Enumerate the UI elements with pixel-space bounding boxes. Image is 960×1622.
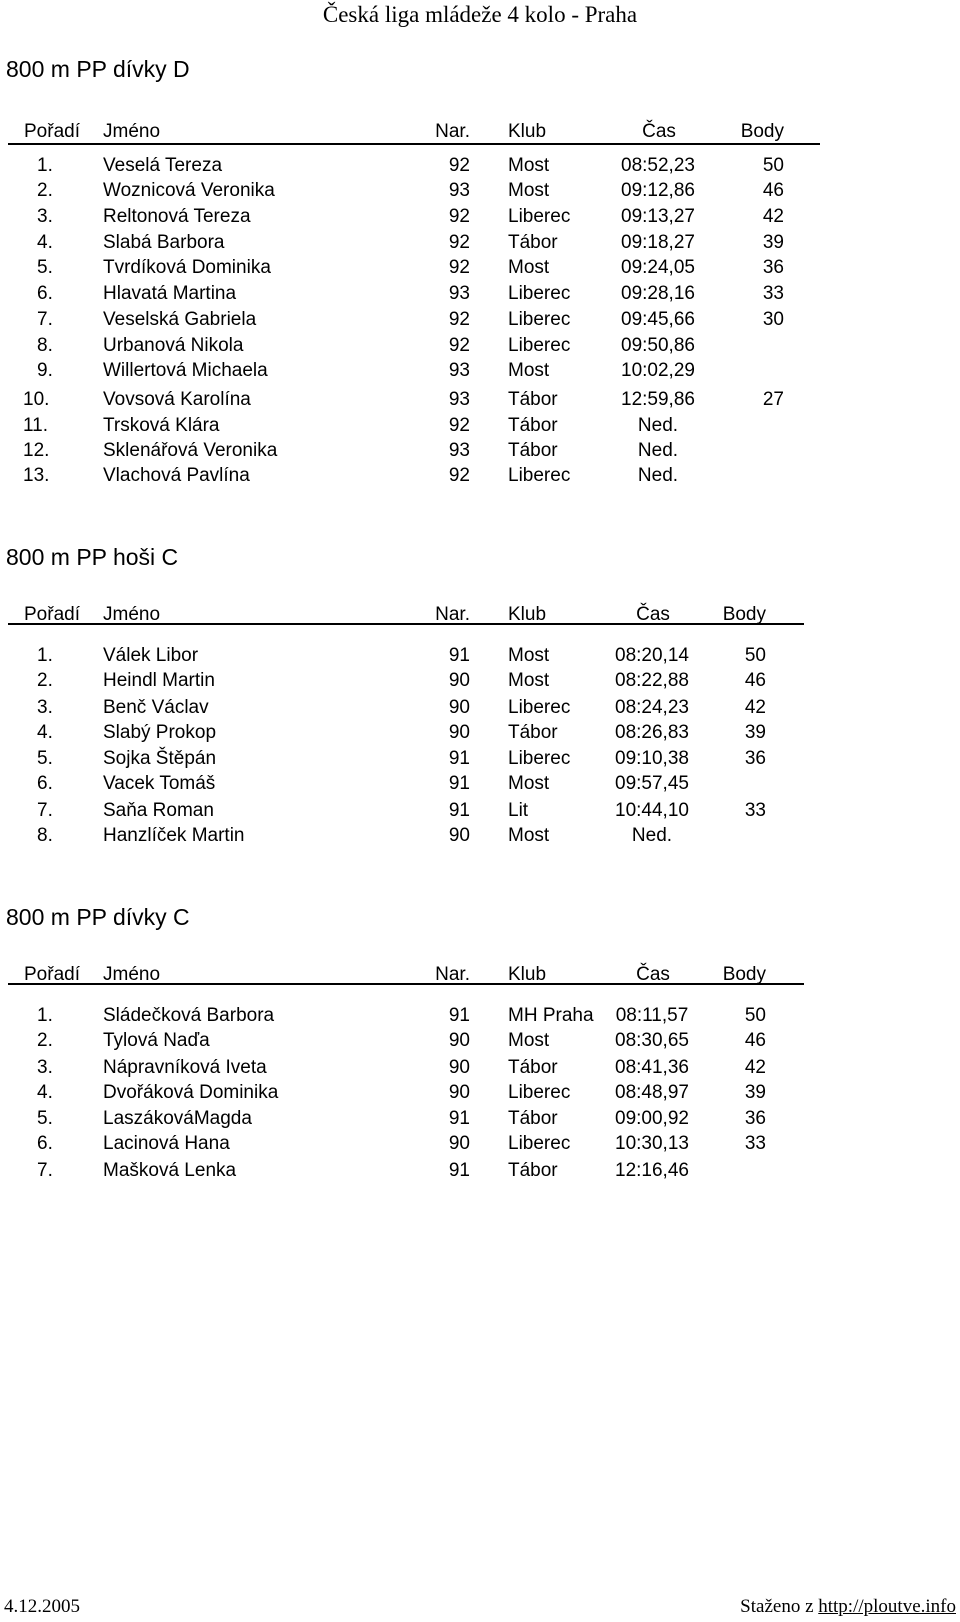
cell-name: Willertová Michaela [103, 360, 268, 381]
cell-club: Most [508, 257, 550, 278]
cell-points: 50 [744, 645, 766, 666]
cell-year: 90 [448, 825, 470, 846]
cell-name: Válek Libor [103, 645, 199, 666]
cell-year: 91 [448, 645, 470, 666]
footer-source-prefix: Staženo z [740, 1596, 819, 1617]
cell-club: Liberec [508, 1082, 571, 1103]
cell-club: Tábor [508, 389, 558, 410]
cell-time: 09:50,86 [621, 335, 695, 356]
cell-club: Most [508, 825, 550, 846]
column-header-name: Jméno [103, 964, 161, 985]
cell-club: Tábor [508, 722, 558, 743]
header-divider [8, 623, 804, 625]
cell-name: Saňa Roman [103, 800, 214, 821]
table-row [0, 155, 960, 179]
cell-rank: 9. [37, 360, 53, 381]
cell-year: 92 [448, 335, 470, 356]
cell-year: 90 [448, 722, 470, 743]
cell-year: 92 [448, 155, 470, 176]
cell-rank: 10. [23, 389, 50, 410]
column-header-rank: Pořadí [24, 964, 80, 985]
cell-name: LaszákováMagda [103, 1108, 252, 1129]
cell-year: 91 [448, 1108, 470, 1129]
column-header-year: Nar. [435, 121, 470, 142]
cell-rank: 5. [37, 1108, 53, 1129]
cell-name: Hlavatá Martina [103, 283, 237, 304]
cell-club: Most [508, 180, 550, 201]
cell-rank: 13. [23, 465, 50, 486]
cell-club: Most [508, 1030, 550, 1051]
cell-name: Vlachová Pavlína [103, 465, 250, 486]
cell-year: 93 [448, 440, 470, 461]
cell-name: Dvořáková Dominika [103, 1082, 279, 1103]
cell-time: 08:24,23 [615, 697, 689, 718]
column-header-time: Čas [636, 964, 670, 985]
cell-rank: 4. [37, 722, 53, 743]
cell-year: 93 [448, 360, 470, 381]
cell-points: 50 [744, 1005, 766, 1026]
cell-time: 09:00,92 [615, 1108, 689, 1129]
cell-name: Reltonová Tereza [103, 206, 251, 227]
cell-rank: 11. [23, 415, 49, 436]
cell-name: Mašková Lenka [103, 1160, 237, 1181]
column-header-points: Body [722, 964, 766, 985]
column-header-time: Čas [642, 121, 676, 142]
header-divider [8, 143, 820, 145]
table-row [0, 257, 960, 281]
footer-source-link[interactable]: http://ploutve.info [818, 1596, 956, 1617]
table-row [0, 232, 960, 256]
cell-club: Lit [508, 800, 529, 821]
cell-year: 92 [448, 206, 470, 227]
cell-name: Benč Václav [103, 697, 209, 718]
column-header-time: Čas [636, 604, 670, 625]
cell-points: 39 [762, 232, 784, 253]
table-row [0, 748, 960, 772]
cell-club: Most [508, 360, 550, 381]
cell-year: 91 [448, 773, 470, 794]
cell-club: Liberec [508, 697, 571, 718]
cell-rank: 3. [37, 1057, 53, 1078]
cell-club: Liberec [508, 283, 571, 304]
cell-time: 10:44,10 [615, 800, 689, 821]
table-row [0, 440, 960, 464]
cell-club: MH Praha [508, 1005, 594, 1026]
cell-rank: 6. [37, 283, 53, 304]
cell-year: 90 [448, 670, 470, 691]
cell-year: 92 [448, 257, 470, 278]
cell-year: 93 [448, 283, 470, 304]
section-title: 800 m PP hoši C [6, 544, 179, 570]
column-header-year: Nar. [435, 604, 470, 625]
cell-year: 93 [448, 180, 470, 201]
cell-rank: 5. [37, 257, 53, 278]
cell-club: Most [508, 773, 550, 794]
cell-club: Liberec [508, 1133, 571, 1154]
cell-year: 91 [448, 1160, 470, 1181]
table-row [0, 1057, 960, 1081]
cell-time: 12:16,46 [615, 1160, 689, 1181]
cell-rank: 2. [37, 180, 53, 201]
footer-source [740, 1596, 956, 1618]
cell-time: 08:20,14 [615, 645, 689, 666]
cell-points: 46 [762, 180, 784, 201]
table-row [0, 722, 960, 746]
cell-time: Ned. [631, 825, 673, 846]
cell-points: 33 [744, 800, 766, 821]
table-row [0, 1030, 960, 1054]
cell-club: Liberec [508, 748, 571, 769]
cell-time: Ned. [637, 465, 679, 486]
header-divider [8, 983, 804, 985]
column-header-name: Jméno [103, 604, 161, 625]
cell-time: 08:30,65 [615, 1030, 689, 1051]
cell-time: 09:18,27 [621, 232, 695, 253]
cell-rank: 1. [37, 155, 53, 176]
cell-rank: 6. [37, 773, 53, 794]
cell-rank: 5. [37, 748, 53, 769]
cell-rank: 7. [37, 800, 53, 821]
table-row [0, 1108, 960, 1132]
cell-name: Veselská Gabriela [103, 309, 257, 330]
column-header-club: Klub [508, 121, 547, 142]
cell-year: 93 [448, 389, 470, 410]
cell-club: Tábor [508, 440, 558, 461]
cell-points: 42 [744, 697, 766, 718]
cell-points: 42 [744, 1057, 766, 1078]
column-header-club: Klub [508, 604, 547, 625]
section-title: 800 m PP dívky C [6, 904, 190, 930]
cell-name: Vacek Tomáš [103, 773, 216, 794]
cell-time: 09:10,38 [615, 748, 689, 769]
cell-name: Veselá Tereza [103, 155, 223, 176]
cell-time: Ned. [637, 415, 679, 436]
cell-year: 92 [448, 309, 470, 330]
cell-time: 09:45,66 [621, 309, 695, 330]
cell-time: 08:26,83 [615, 722, 689, 743]
table-row [0, 1082, 960, 1106]
cell-name: Tylová Naďa [103, 1030, 210, 1051]
cell-points: 42 [762, 206, 784, 227]
table-row [0, 415, 960, 439]
table-row [0, 645, 960, 669]
cell-year: 90 [448, 1030, 470, 1051]
table-row [0, 335, 960, 359]
cell-name: Nápravníková Iveta [103, 1057, 267, 1078]
cell-year: 90 [448, 1133, 470, 1154]
cell-points: 46 [744, 1030, 766, 1051]
table-row [0, 309, 960, 333]
cell-rank: 12. [23, 440, 50, 461]
table-row [0, 389, 960, 413]
cell-name: Sklenářová Veronika [103, 440, 278, 461]
cell-time: 08:48,97 [615, 1082, 689, 1103]
cell-points: 36 [762, 257, 784, 278]
cell-club: Most [508, 670, 550, 691]
cell-year: 91 [448, 800, 470, 821]
cell-time: 10:30,13 [615, 1133, 689, 1154]
cell-time: 09:28,16 [621, 283, 695, 304]
table-header [0, 121, 960, 145]
cell-time: Ned. [637, 440, 679, 461]
cell-rank: 1. [37, 645, 53, 666]
section-title: 800 m PP dívky D [6, 56, 190, 82]
cell-rank: 6. [37, 1133, 53, 1154]
cell-points: 27 [762, 389, 784, 410]
cell-time: 09:13,27 [621, 206, 695, 227]
cell-rank: 3. [37, 697, 53, 718]
cell-time: 08:41,36 [615, 1057, 689, 1078]
cell-name: Vovsová Karolína [103, 389, 251, 410]
cell-points: 39 [744, 722, 766, 743]
column-header-name: Jméno [103, 121, 161, 142]
cell-year: 90 [448, 1082, 470, 1103]
cell-rank: 2. [37, 670, 53, 691]
column-header-year: Nar. [435, 964, 470, 985]
cell-name: Trsková Klára [103, 415, 220, 436]
cell-name: Lacinová Hana [103, 1133, 230, 1154]
cell-club: Liberec [508, 465, 571, 486]
cell-club: Tábor [508, 232, 558, 253]
cell-club: Liberec [508, 206, 571, 227]
cell-time: 08:52,23 [621, 155, 695, 176]
cell-time: 10:02,29 [621, 360, 695, 381]
cell-rank: 4. [37, 232, 53, 253]
column-header-rank: Pořadí [24, 121, 80, 142]
column-header-points: Body [722, 604, 766, 625]
cell-points: 36 [744, 1108, 766, 1129]
footer-date: 4.12.2005 [4, 1596, 80, 1617]
cell-year: 91 [448, 1005, 470, 1026]
table-row [0, 206, 960, 230]
column-header-club: Klub [508, 964, 547, 985]
table-row [0, 773, 960, 797]
cell-name: Sojka Štěpán [103, 748, 217, 769]
cell-year: 92 [448, 465, 470, 486]
cell-club: Tábor [508, 1057, 558, 1078]
cell-rank: 2. [37, 1030, 53, 1051]
cell-rank: 7. [37, 309, 53, 330]
cell-points: 33 [744, 1133, 766, 1154]
table-row [0, 670, 960, 694]
cell-year: 90 [448, 1057, 470, 1078]
cell-name: Slabý Prokop [103, 722, 217, 743]
cell-name: Woznicová Veronika [103, 180, 275, 201]
cell-rank: 4. [37, 1082, 53, 1103]
cell-name: Tvrdíková Dominika [103, 257, 271, 278]
table-row [0, 1133, 960, 1157]
cell-time: 08:11,57 [615, 1005, 689, 1026]
table-row [0, 1160, 960, 1184]
cell-rank: 8. [37, 335, 53, 356]
table-row [0, 697, 960, 721]
cell-club: Liberec [508, 309, 571, 330]
cell-club: Most [508, 155, 550, 176]
cell-name: Hanzlíček Martin [103, 825, 245, 846]
table-row [0, 360, 960, 384]
cell-year: 92 [448, 232, 470, 253]
table-row [0, 283, 960, 307]
cell-name: Sládečková Barbora [103, 1005, 275, 1026]
cell-time: 09:57,45 [615, 773, 689, 794]
cell-year: 91 [448, 748, 470, 769]
table-row [0, 180, 960, 204]
cell-points: 46 [744, 670, 766, 691]
column-header-points: Body [740, 121, 784, 142]
column-header-rank: Pořadí [24, 604, 80, 625]
cell-time: 08:22,88 [615, 670, 689, 691]
table-row [0, 825, 960, 849]
page-title: Česká liga mládeže 4 kolo - Praha [322, 2, 638, 27]
cell-points: 36 [744, 748, 766, 769]
table-row [0, 800, 960, 824]
cell-year: 90 [448, 697, 470, 718]
cell-time: 09:24,05 [621, 257, 695, 278]
cell-rank: 3. [37, 206, 53, 227]
table-row [0, 1005, 960, 1029]
cell-time: 12:59,86 [621, 389, 695, 410]
cell-year: 92 [448, 415, 470, 436]
cell-points: 33 [762, 283, 784, 304]
cell-time: 09:12,86 [621, 180, 695, 201]
cell-points: 50 [762, 155, 784, 176]
cell-name: Heindl Martin [103, 670, 215, 691]
cell-rank: 7. [37, 1160, 53, 1181]
cell-name: Slabá Barbora [103, 232, 225, 253]
cell-name: Urbanová Nikola [103, 335, 244, 356]
cell-points: 30 [762, 309, 784, 330]
cell-club: Tábor [508, 1108, 558, 1129]
table-row [0, 465, 960, 489]
cell-club: Tábor [508, 1160, 558, 1181]
cell-club: Liberec [508, 335, 571, 356]
cell-points: 39 [744, 1082, 766, 1103]
cell-rank: 1. [37, 1005, 53, 1026]
cell-club: Most [508, 645, 550, 666]
cell-club: Tábor [508, 415, 558, 436]
cell-rank: 8. [37, 825, 53, 846]
